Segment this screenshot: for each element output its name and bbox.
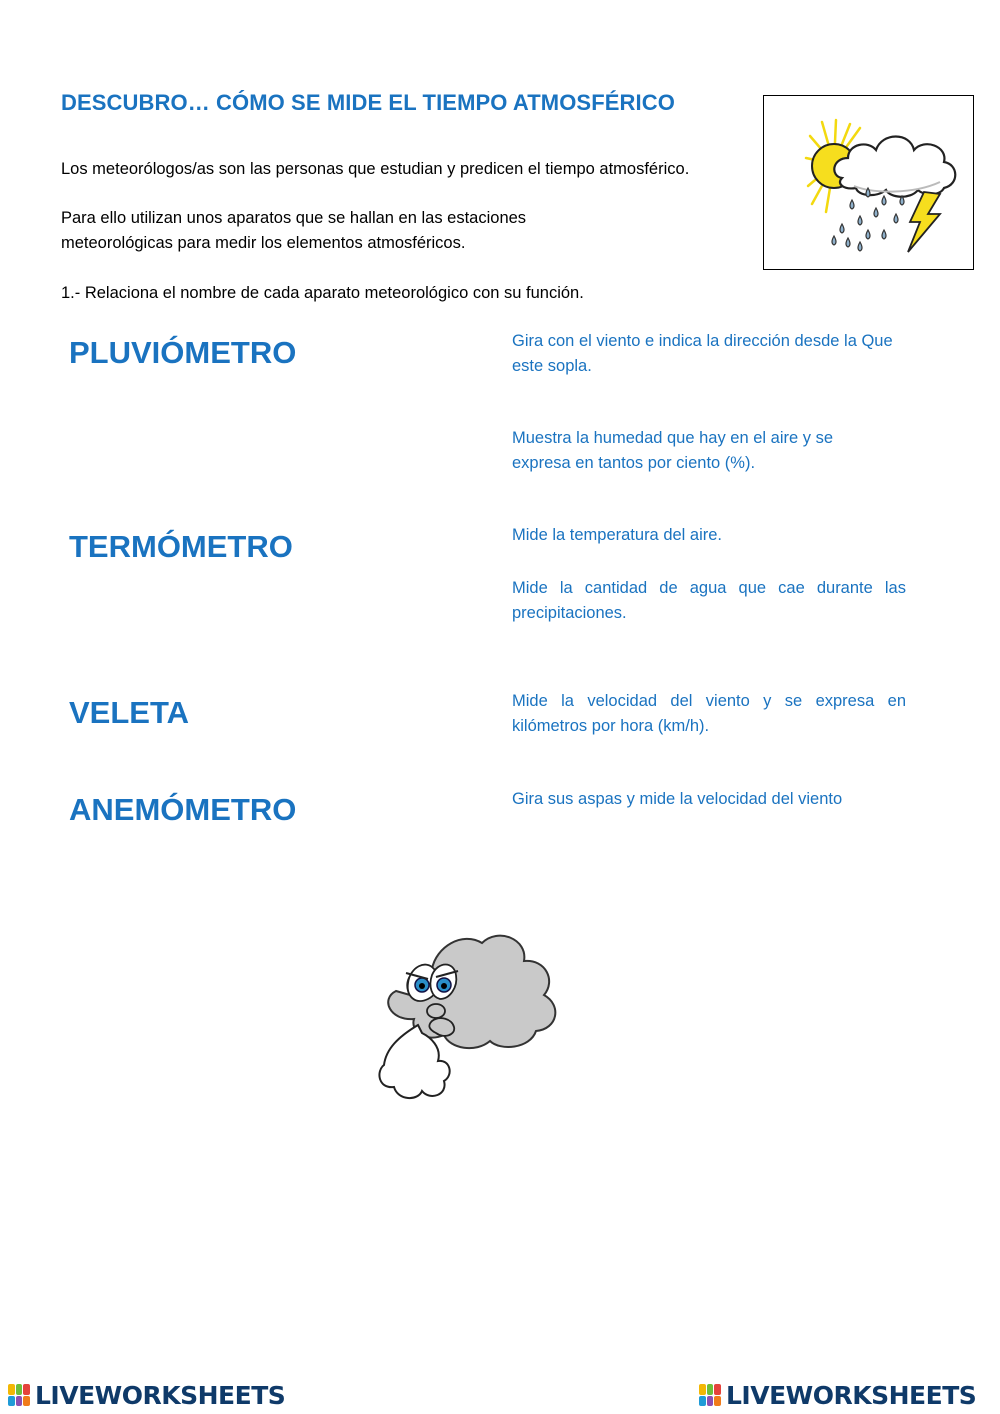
blowing-cloud-icon	[370, 925, 565, 1105]
function-text: Muestra la humedad que hay en el aire y se expresa en tantos por ciento (%).	[512, 429, 834, 472]
footer-logo-right	[699, 1378, 976, 1412]
function-text: Mide la cantidad de agua que cae durante las precipitaciones.	[512, 579, 906, 622]
sun-rain-lightning-icon	[764, 96, 973, 269]
instrument-pluviometro: PLUVIÓMETRO	[69, 335, 297, 370]
intro-paragraph-1: Los meteorólogos/as son las personas que estudian y predicen el tiempo atmosférico.	[61, 160, 690, 178]
liveworksheets-logo-icon	[8, 1384, 30, 1406]
instrument-veleta: VELETA	[69, 695, 189, 730]
function-text: Mide la velocidad del viento y se expresa en kilómetros por hora (km/h).	[512, 692, 906, 735]
instruction-text: 1.- Relaciona el nombre de cada aparato meteorológico con su función.	[61, 284, 584, 302]
function-text: Gira sus aspas y mide la velocidad del viento	[512, 790, 843, 808]
footer-logo-text: LIVEWORKSHEETS	[35, 1380, 286, 1410]
function-text: Mide la temperatura del aire.	[512, 526, 723, 544]
footer-logo-text: LIVEWORKSHEETS	[726, 1380, 977, 1410]
instrument-anemometro: ANEMÓMETRO	[69, 792, 297, 827]
function-text: Gira con el viento e indica la dirección desde la Que este sopla.	[512, 332, 893, 375]
liveworksheets-logo-icon	[699, 1384, 721, 1406]
footer-logo-left	[8, 1378, 285, 1412]
instrument-termometro: TERMÓMETRO	[69, 529, 293, 564]
page-title: DESCUBRO… CÓMO SE MIDE EL TIEMPO ATMOSFÉRICO	[61, 90, 675, 115]
wind-illustration	[370, 925, 565, 1105]
weather-illustration	[763, 95, 974, 270]
intro-paragraph-2: Para ello utilizan unos aparatos que se hallan en las estaciones meteorológicas para medir los elementos atmosféricos.	[61, 209, 527, 252]
